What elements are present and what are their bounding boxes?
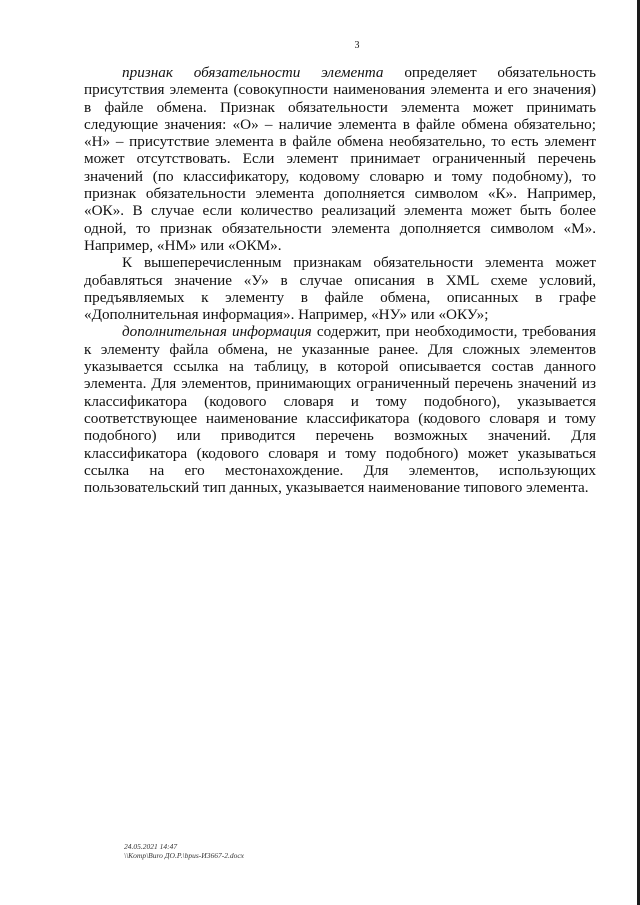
- term-mandatory-flag: признак обязательности элемента: [122, 64, 384, 81]
- paragraph-condition-flag: [84, 254, 596, 323]
- paragraph-text: определяет обязательность присутствия элемента (совокупности наименования элемента и его значения) в файле обмена. Признак обязательности элемента может принимать следующие значения: «О» – наличие элемента в файле обмена обязательно; «Н» – присутствие элемента в файле обмена необязательно, то есть элемент может отсутствовать. Если элемент принимает ограниченный перечень значений (по классификатору, кодовому словарю и тому подобному), то признак обязательности элемента дополняется символом «К». Например, «ОК». В случае если количество реализаций элемента может быть более одной, то признак обязательности элемента дополняется символом «М». Например, «НМ» или «ОКМ».: [84, 64, 596, 254]
- paragraph-text: содержит, при необходимости, требования к элементу файла обмена, не указанные ранее. Для сложных элементов указывается ссылка на таблицу, в которой описывается состав данного элемента. Для элементов, принимающих ограниченный перечень значений из классификатора (кодового словаря и тому подобного), указывается соответствующее наименование классификатора (кодового словаря и тому подобного) или приводится перечень возможных значений. Для классификатора (кодового словаря и тому подобного) может указываться ссылка на его местонахождение. Для элементов, использующих пользовательский тип данных, указывается наименование типового элемента.: [84, 323, 596, 497]
- term-additional-info: дополнительная информация: [122, 323, 312, 341]
- page-number: 3: [354, 40, 360, 51]
- document-body: [84, 64, 596, 496]
- footer-file-info: [124, 842, 244, 860]
- footer-file-path: \\Komp\Buro ДО.Р.\bpus-И3667-2.docx: [124, 851, 244, 860]
- footer-timestamp: 24.05.2021 14:47: [124, 842, 178, 851]
- paragraph-text: К вышеперечисленным признакам обязательности элемента может добавляться значение «У» в случае описания в XML схеме условий, предъявляемых к элементу в файле обмена, описанных в графе «Дополнительная информация». Например, «НУ» или «ОКУ»;: [84, 254, 596, 324]
- paragraph-additional-info: [84, 323, 596, 496]
- paragraph-mandatory-flag: [84, 64, 596, 254]
